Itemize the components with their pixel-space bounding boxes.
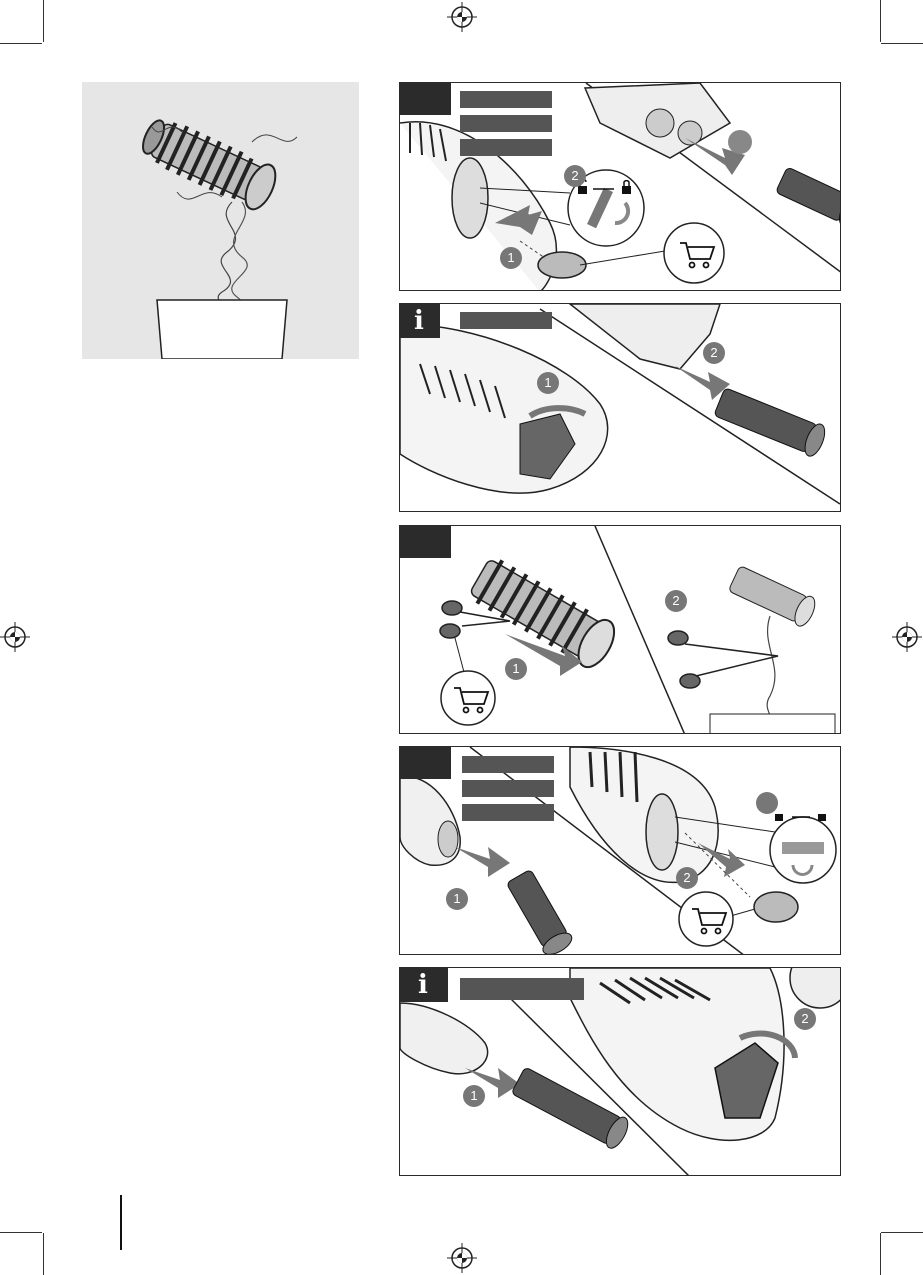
- registration-mark-icon: [892, 622, 922, 652]
- crop-mark: [881, 43, 923, 44]
- info-box: [400, 304, 440, 338]
- crop-mark: [880, 0, 881, 42]
- crop-mark: [881, 1232, 923, 1233]
- step-badge: 2: [676, 867, 698, 889]
- step-panel-1: [399, 82, 841, 291]
- symbol-box: [400, 747, 451, 779]
- coin-icon: [754, 892, 798, 922]
- label-bar: [460, 115, 552, 132]
- step-badge: 1: [446, 888, 468, 910]
- step-panel-2: [399, 303, 841, 512]
- info-icon: i: [418, 970, 428, 1000]
- step-badge: 1: [500, 247, 522, 269]
- step-badge: 1: [463, 1085, 485, 1107]
- step-panel-4: [399, 746, 841, 955]
- crop-mark: [880, 1233, 881, 1275]
- info-icon: i: [414, 306, 424, 336]
- crop-mark: [0, 43, 42, 44]
- coin-icon: [538, 252, 586, 278]
- lock-icon: [818, 814, 826, 821]
- step-badge-unnumbered: [756, 792, 778, 814]
- symbol-box: [400, 83, 451, 115]
- label-bar: [462, 804, 554, 821]
- label-bar: [460, 312, 552, 329]
- page-edge-line: [120, 1195, 122, 1250]
- step-badge: 1: [505, 658, 527, 680]
- info-box: [400, 968, 448, 1002]
- label-bar: [460, 978, 584, 1000]
- symbol-box: [400, 526, 451, 558]
- label-bar: [460, 139, 552, 156]
- label-bar: [462, 780, 554, 797]
- step-badge: 2: [665, 590, 687, 612]
- intro-illustration: [82, 82, 359, 359]
- registration-mark-icon: [0, 622, 30, 652]
- step-badge: 2: [794, 1008, 816, 1030]
- unlock-icon: [775, 814, 783, 821]
- step-badge: 2: [564, 165, 586, 187]
- step-panel-3: [399, 525, 841, 734]
- crop-mark: [43, 0, 44, 42]
- label-bar: [462, 756, 554, 773]
- crop-mark: [43, 1233, 44, 1275]
- registration-mark-icon: [447, 1243, 477, 1273]
- registration-mark-icon: [447, 2, 477, 32]
- label-bar: [460, 91, 552, 108]
- step-badge: 2: [703, 342, 725, 364]
- step-badge: 1: [537, 372, 559, 394]
- step-panel-5: [399, 967, 841, 1176]
- crop-mark: [0, 1232, 42, 1233]
